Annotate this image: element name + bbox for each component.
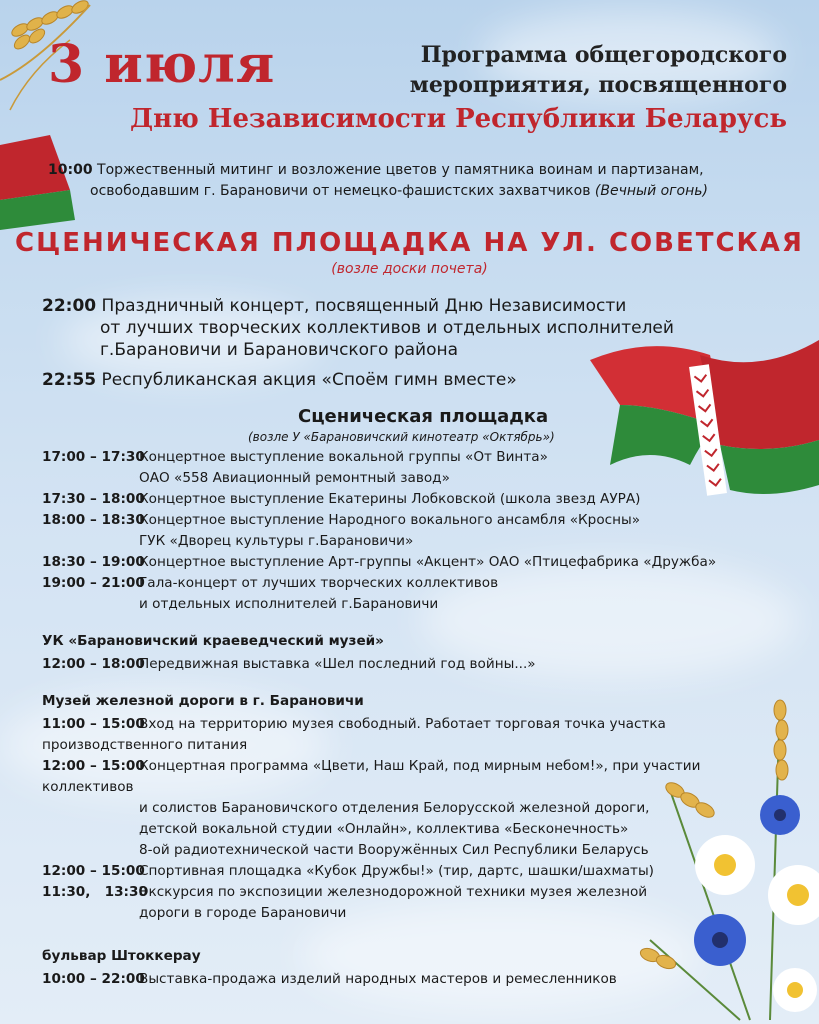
intro-text: Торжественный митинг и возложение цветов у памятника воинам и партизанам, (97, 162, 704, 178)
schedule-time: 12:00 – 15:00 (42, 758, 145, 774)
schedule-text-cont: и солистов Барановичского отделения Белорусской железной дороги, (139, 800, 650, 816)
schedule-time: 17:30 – 18:00 (42, 491, 145, 507)
schedule-time: 12:00 – 18:00 (42, 656, 145, 672)
schedule-text: Концертное выступление Екатерины Лобковской (школа звезд АУРА) (139, 491, 641, 507)
anthem-time: 22:55 (42, 370, 97, 390)
schedule-time: 18:30 – 19:00 (42, 554, 145, 570)
schedule-time: 11:00 – 15:00 (42, 716, 145, 732)
museum-title: УК «Барановичский краеведческий музей» (42, 633, 384, 649)
cinema-stage-title: Сценическая площадка (298, 406, 549, 427)
header-line-3: Дню Независимости Республики Беларусь (130, 104, 787, 134)
anthem-text: Республиканская акция «Споём гимн вместе» (101, 370, 517, 390)
boulevard-title: бульвар Штоккерау (42, 948, 201, 964)
intro-item (48, 160, 708, 202)
boulevard-schedule (42, 969, 617, 990)
schedule-text-cont: ГУК «Дворец культуры г.Барановичи» (139, 533, 414, 549)
concert-item (42, 295, 674, 361)
schedule-text: Выставка-продажа изделий народных мастеров и ремесленников (139, 971, 617, 987)
schedule-text: Концертное выступление Народного вокального ансамбля «Кросны» (139, 512, 641, 528)
cinema-schedule (42, 447, 716, 615)
schedule-text: Гала-концерт от лучших творческих коллективов (139, 575, 499, 591)
concert-time: 22:00 (42, 296, 97, 316)
museum-schedule (42, 654, 536, 675)
header-line-1: Программа общегородского (420, 42, 787, 68)
intro-time: 10:00 (48, 162, 93, 178)
schedule-text-cont: производственного питания (42, 737, 248, 753)
intro-location: (Вечный огонь) (594, 183, 708, 199)
schedule-time: 17:00 – 17:30 (42, 449, 145, 465)
schedule-row (42, 447, 716, 468)
schedule-row (42, 882, 700, 903)
schedule-row (42, 654, 536, 675)
schedule-row (42, 573, 716, 594)
schedule-row (42, 969, 617, 990)
railway-museum-title: Музей железной дороги в г. Барановичи (42, 693, 364, 709)
schedule-time: 19:00 – 21:00 (42, 575, 145, 591)
schedule-text-cont: детской вокальной студии «Онлайн», коллектива «Бесконечность» (139, 821, 629, 837)
schedule-row (42, 510, 716, 531)
main-stage-title: СЦЕНИЧЕСКАЯ ПЛОЩАДКА НА УЛ. СОВЕТСКАЯ (15, 228, 804, 258)
schedule-text-cont: ОАО «558 Авиационный ремонтный завод» (139, 470, 450, 486)
concert-text-cont: г.Барановичи и Барановичского района (100, 340, 459, 360)
intro-text-cont: освободавшим г. Барановичи от немецко-фашистских захватчиков (90, 183, 591, 199)
schedule-text: Экскурсия по экспозиции железнодорожной техники музея железной (139, 884, 648, 900)
schedule-time: 11:30, 13:30 (42, 884, 148, 900)
schedule-row (42, 756, 700, 777)
concert-text-cont: от лучших творческих коллективов и отдельных исполнителей (100, 318, 674, 338)
cinema-stage-subtitle: (возле У «Барановичский кинотеатр «Октябрь») (248, 430, 555, 444)
header-line-2: мероприятия, посвященного (409, 72, 787, 98)
railway-schedule (42, 714, 700, 924)
event-date: 3 июля (48, 34, 276, 95)
schedule-text: Концертное выступление вокальной группы «От Винта» (139, 449, 548, 465)
schedule-text-cont: 8-ой радиотехнической части Вооружённых Сил Республики Беларусь (139, 842, 649, 858)
schedule-text: Концертная программа «Цвети, Наш Край, под мирным небом!», при участии (139, 758, 701, 774)
schedule-time: 12:00 – 15:00 (42, 863, 145, 879)
schedule-text: Спортивная площадка «Кубок Дружбы!» (тир, дартс, шашки/шахматы) (139, 863, 654, 879)
schedule-text: Концертное выступление Арт-группы «Акцент» ОАО «Птицефабрика «Дружба» (139, 554, 717, 570)
schedule-row (42, 489, 716, 510)
anthem-item (42, 370, 517, 390)
schedule-text-cont: и отдельных исполнителей г.Барановичи (139, 596, 439, 612)
schedule-row (42, 861, 700, 882)
schedule-text-cont: коллективов (42, 779, 134, 795)
main-stage-subtitle: (возле доски почета) (331, 261, 488, 277)
schedule-row (42, 552, 716, 573)
schedule-row (42, 714, 700, 735)
schedule-text: Передвижная выставка «Шел последний год войны...» (139, 656, 536, 672)
schedule-text: Вход на территорию музея свободный. Работает торговая точка участка (139, 716, 666, 732)
concert-text: Праздничный концерт, посвященный Дню Независимости (101, 296, 627, 316)
schedule-time: 10:00 – 22:00 (42, 971, 145, 987)
schedule-time: 18:00 – 18:30 (42, 512, 145, 528)
schedule-text-cont: дороги в городе Барановичи (139, 905, 347, 921)
